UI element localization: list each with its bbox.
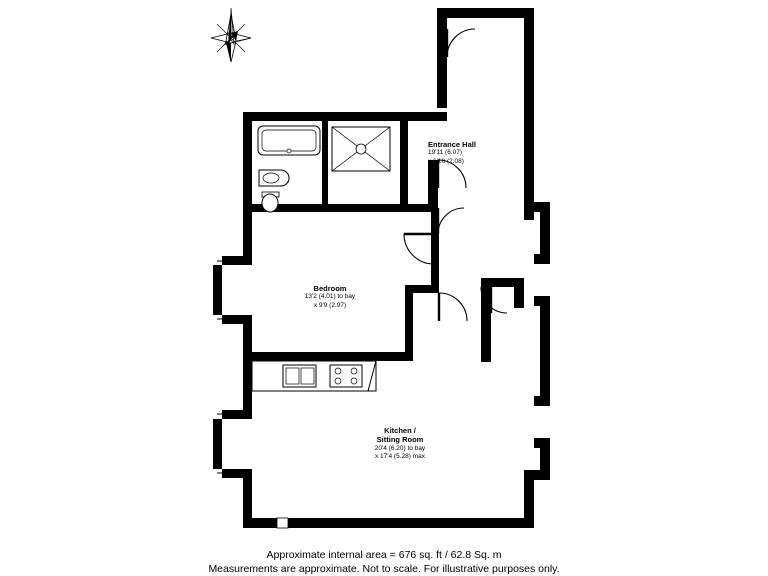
room-name-second-line: Sitting Room (376, 435, 424, 445)
room-dimension-line-1: 20'4 (6.20) to bay (374, 444, 426, 452)
room-dimension-line-2: x 9'9 (2.97) (313, 301, 347, 309)
room-label-kitchen-sitting-room (340, 426, 460, 461)
room-dimension-line-1: 13'2 (4.01) to bay (304, 293, 356, 301)
room-dimension-line-2: x 6'10 (2.08) (428, 157, 464, 165)
room-label-entrance-hall (428, 140, 538, 166)
door-swings (404, 29, 507, 321)
room-label-bedroom (270, 284, 390, 310)
room-dimension-line-2: x 17'4 (5.28) max (374, 452, 425, 460)
kitchen-fixtures (252, 361, 376, 391)
room-name: Entrance Hall (428, 140, 476, 149)
room-name: Kitchen / (384, 426, 416, 435)
footer-disclaimer-line: Measurements are approximate. Not to scale. For illustrative purposes only. (208, 563, 560, 576)
compass-north-letter: N (228, 31, 234, 40)
room-dimension-line-1: 19'11 (6.07) (428, 149, 463, 157)
room-name: Bedroom (313, 284, 347, 293)
footer-area-line: Approximate internal area = 676 sq. ft / 62.8 Sq. m (266, 549, 502, 561)
footer-notes (0, 548, 768, 576)
